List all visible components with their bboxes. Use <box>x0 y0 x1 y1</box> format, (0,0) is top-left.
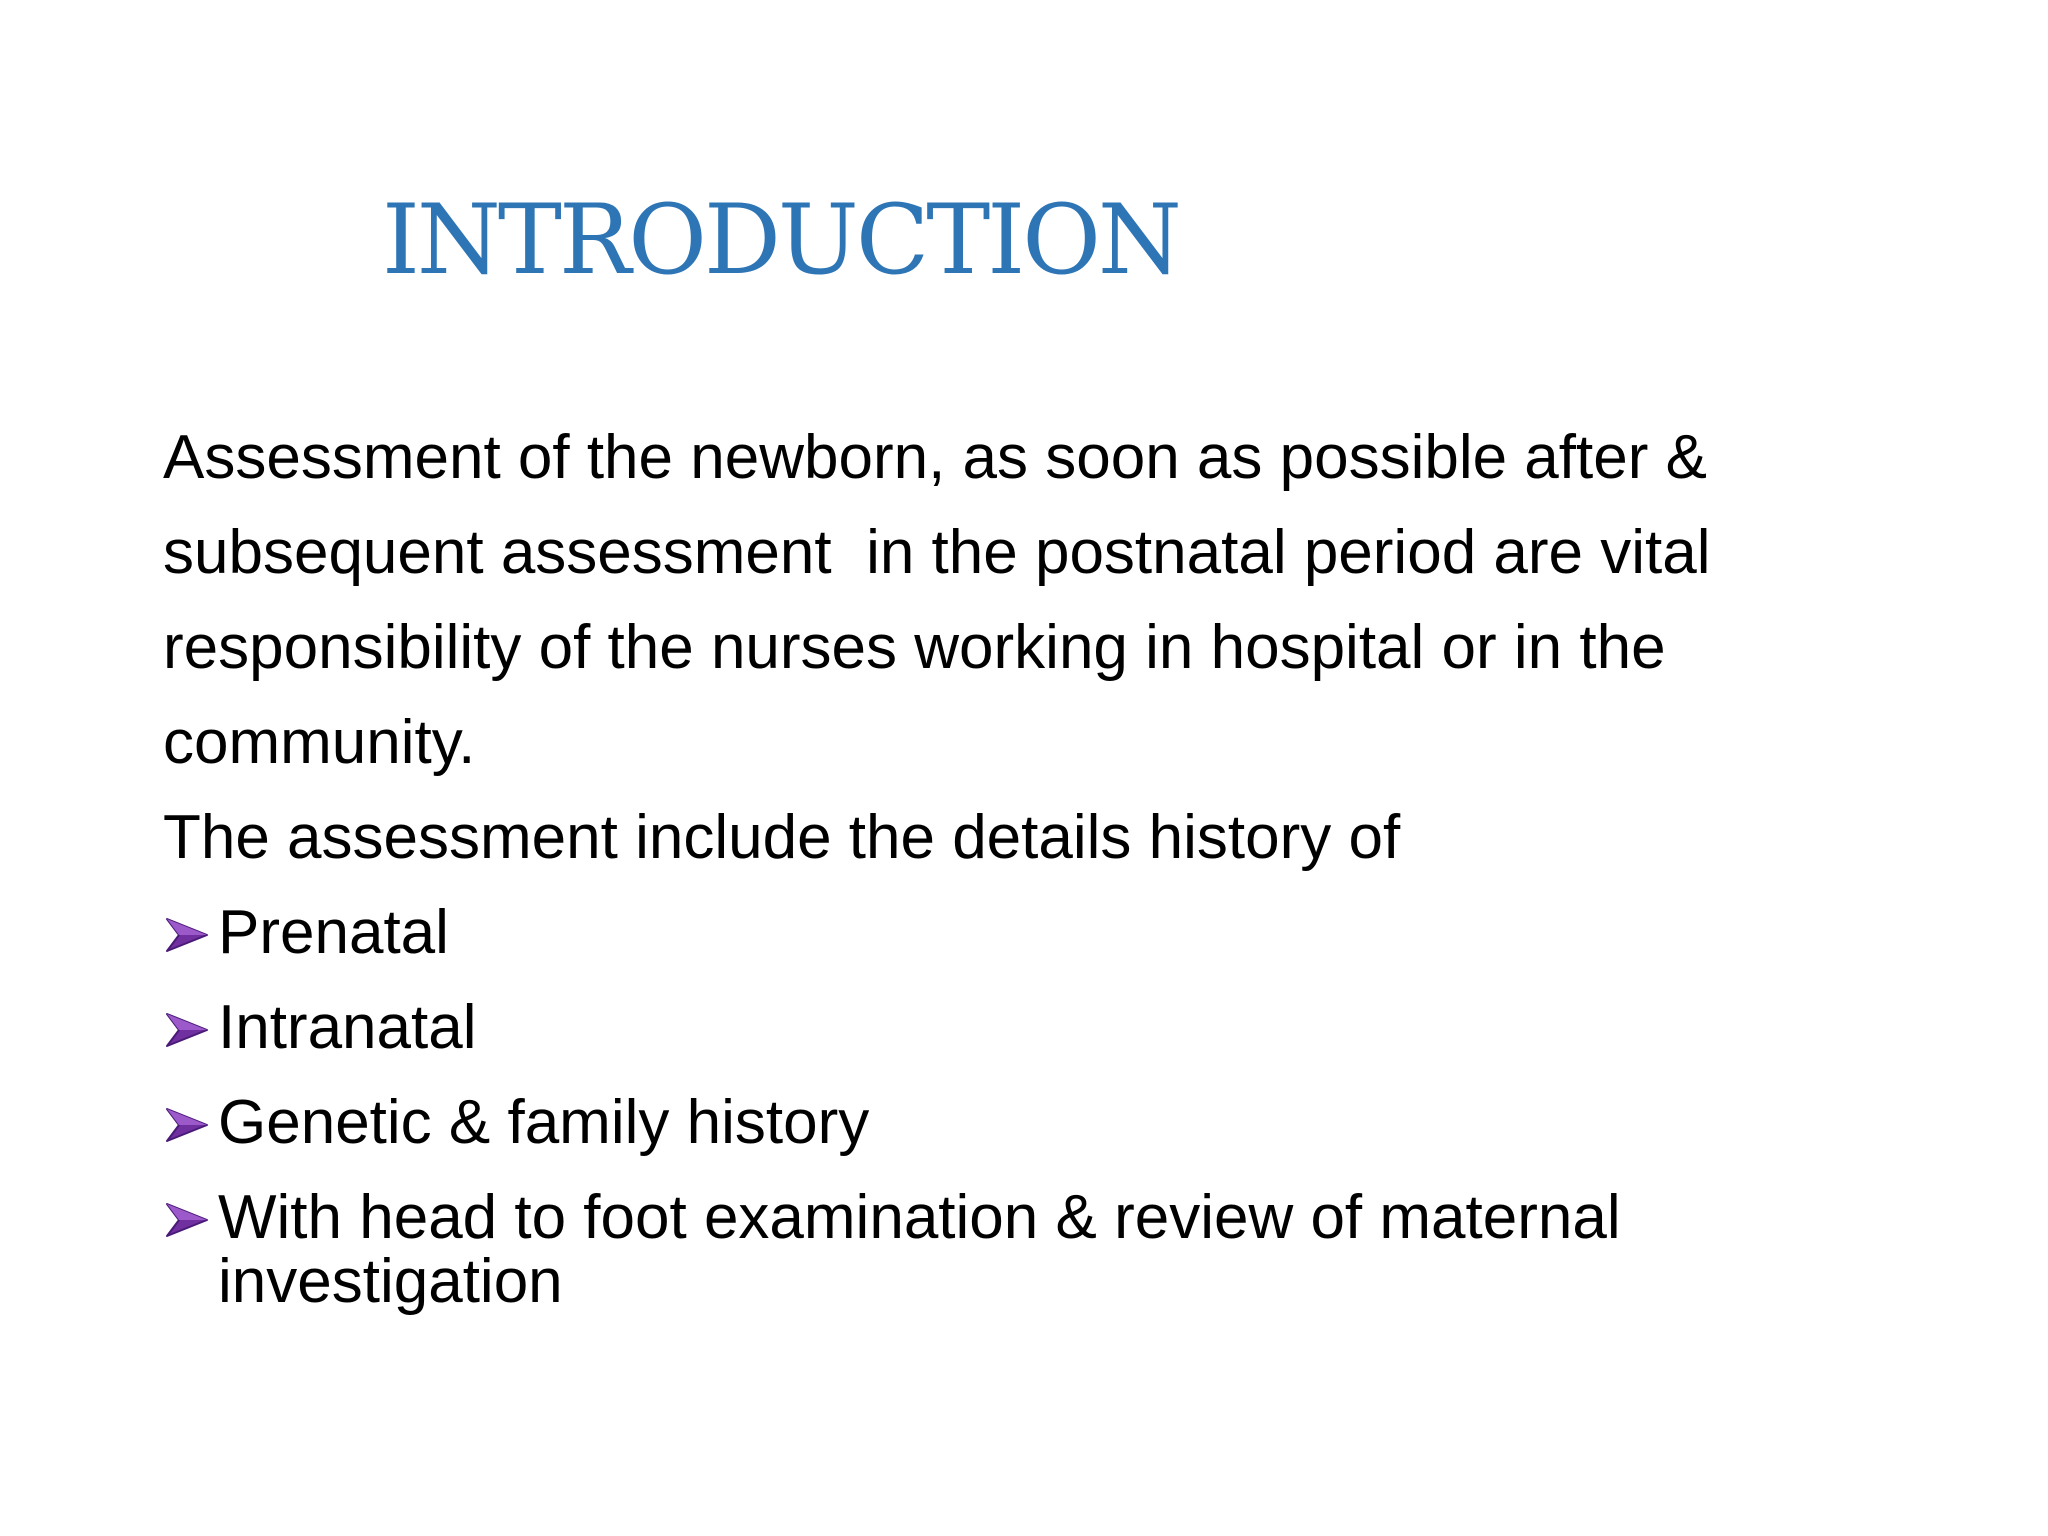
paragraph-line: responsibility of the nurses working in hospital or in the <box>163 613 1666 682</box>
paragraph-line: Assessment of the newborn, as soon as possible after & <box>163 423 1707 492</box>
bullet-item-genetic-family-history <box>163 1075 2003 1170</box>
bullet-text: Genetic & family history <box>218 1088 870 1157</box>
paragraph-line: community. <box>163 708 476 777</box>
slide-title: INTRODUCTION <box>382 184 1179 296</box>
arrowhead-bullet-icon <box>165 1202 209 1238</box>
bullet-text-continuation: investigation <box>218 1247 563 1316</box>
lead-in-line: The assessment include the details history of <box>163 803 1401 872</box>
bullet-item-prenatal <box>163 885 2003 980</box>
paragraph-line: subsequent assessment in the postnatal period are vital <box>163 518 1711 587</box>
bullet-text: With head to foot examination & review of maternal <box>218 1183 1621 1252</box>
bullet-list <box>163 885 2003 1314</box>
arrowhead-bullet-icon <box>165 917 209 953</box>
bullet-text: Prenatal <box>218 898 449 967</box>
slide-body <box>163 410 2003 1314</box>
arrowhead-bullet-icon <box>165 1012 209 1048</box>
bullet-item-head-to-foot-examination <box>163 1170 2003 1314</box>
bullet-text: Intranatal <box>218 993 477 1062</box>
bullet-item-intranatal <box>163 980 2003 1075</box>
intro-paragraph <box>163 410 2003 885</box>
arrowhead-bullet-icon <box>165 1107 209 1143</box>
